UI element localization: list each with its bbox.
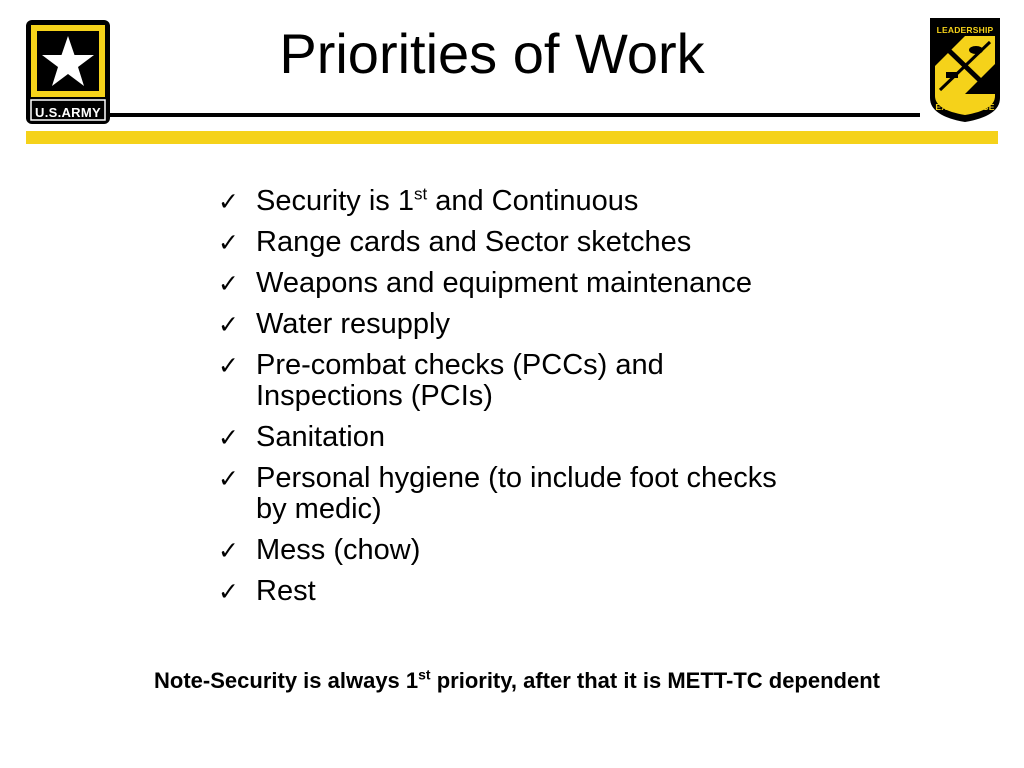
checkmark-icon: ✓ bbox=[218, 310, 239, 339]
checkmark-icon: ✓ bbox=[218, 269, 239, 298]
checkmark-icon: ✓ bbox=[218, 464, 239, 493]
checkmark-icon: ✓ bbox=[218, 351, 239, 380]
rotc-shield-logo bbox=[928, 16, 1002, 124]
list-item: ✓ Personal hygiene (to include foot checks by medic) bbox=[218, 462, 777, 525]
rotc-bottom-text: EXCELLENCE bbox=[935, 102, 995, 112]
checkmark-icon: ✓ bbox=[218, 423, 239, 452]
priorities-list bbox=[218, 186, 898, 617]
checkmark-icon: ✓ bbox=[218, 187, 239, 216]
list-item: ✓ Range cards and Sector sketches bbox=[218, 226, 692, 258]
list-item: ✓ Weapons and equipment maintenance bbox=[218, 267, 753, 299]
list-item: ✓ Mess (chow) bbox=[218, 534, 421, 566]
checkmark-icon: ✓ bbox=[218, 536, 239, 565]
header-rule bbox=[110, 113, 920, 117]
army-logo-text: U.S.ARMY bbox=[35, 105, 101, 120]
rotc-top-text: LEADERSHIP bbox=[936, 25, 994, 35]
checkmark-icon: ✓ bbox=[218, 228, 239, 257]
list-item: ✓ Rest bbox=[218, 575, 316, 607]
list-item: ✓ Water resupply bbox=[218, 308, 450, 340]
list-item: ✓ Sanitation bbox=[218, 421, 385, 453]
footer-note: Note-Security is always 1st priority, after that it is METT-TC dependent bbox=[154, 666, 880, 693]
checkmark-icon: ✓ bbox=[218, 577, 239, 606]
page-title: Priorities of Work bbox=[279, 22, 705, 85]
list-item: ✓ Security is 1st and Continuous bbox=[218, 184, 639, 217]
gold-accent-bar bbox=[26, 131, 998, 144]
list-item: ✓ Pre-combat checks (PCCs) and Inspections (PCIs) bbox=[218, 349, 664, 412]
